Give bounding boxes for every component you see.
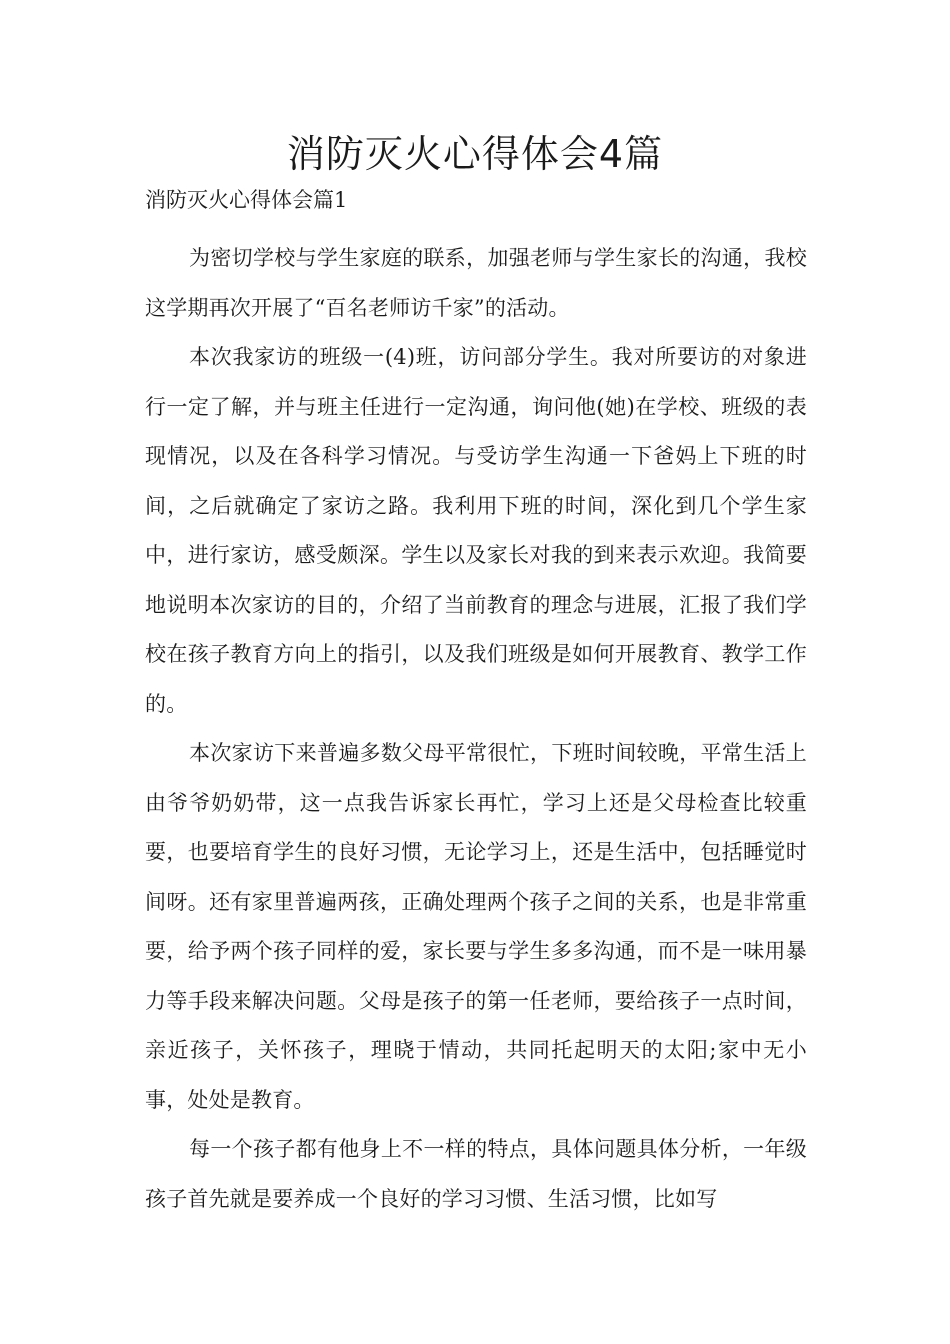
paragraph: 每一个孩子都有他身上不一样的特点，具体问题具体分析，一年级孩子首先就是要养成一个良好的学习习惯、生活习惯，比如写 [145, 1137, 807, 1211]
section-heading: 消防灭火心得体会篇1 [145, 188, 348, 212]
document-title: 消防灭火心得体会4篇 [286, 132, 664, 176]
paragraph: 本次家访下来普遍多数父母平常很忙，下班时间较晚，平常生活上由爷爷奶奶带，这一点我告诉家长再忙，学习上还是父母检查比较重要，也要培育学生的良好习惯，无论学习上，还是生活中，包括睡觉时间呀。还有家里普遍两孩，正确处理两个孩子之间的关系，也是非常重要，给予两个孩子同样的爱，家长要与学生多多沟通，而不是一味用暴力等手段来解决问题。父母是孩子的第一任老师，要给孩子一点时间，亲近孩子，关怀孩子，理晓于情动，共同托起明天的太阳;家中无小事，处处是教育。 [145, 741, 807, 1112]
paragraph: 本次我家访的班级一(4)班，访问部分学生。我对所要访的对象进行一定了解，并与班主任进行一定沟通，询问他(她)在学校、班级的表现情况，以及在各科学习情况。与受访学生沟通一下爸妈上下班的时间，之后就确定了家访之路。我利用下班的时间，深化到几个学生家中，进行家访，感受颇深。学生以及家长对我的到来表示欢迎。我简要地说明本次家访的目的，介绍了当前教育的理念与进展，汇报了我们学校在孩子教育方向上的指引，以及我们班级是如何开展教育、教学工作的。 [145, 345, 807, 716]
paragraph: 为密切学校与学生家庭的联系，加强老师与学生家长的沟通，我校这学期再次开展了“百名老师访千家”的活动。 [145, 246, 807, 320]
document-body [145, 234, 807, 1224]
